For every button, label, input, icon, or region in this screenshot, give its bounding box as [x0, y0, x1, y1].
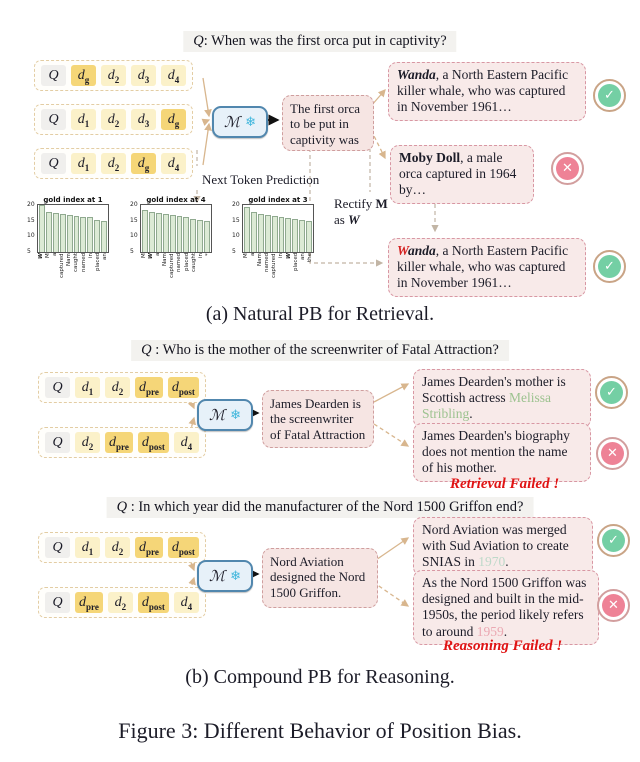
x-axis-tick: a [250, 253, 257, 257]
document-token: $d_3$ [131, 109, 156, 130]
text-segment: Q [116, 499, 128, 515]
x-axis-tick: caught [73, 253, 80, 273]
bar-chart-gold-index-4 [127, 196, 223, 299]
query-token: Q [41, 153, 66, 174]
document-token: $d_g$ [161, 109, 186, 130]
answer-b1-wrong [413, 423, 591, 482]
document-token: $d_{pre}$ [135, 377, 163, 398]
answer-a-wrong [390, 145, 534, 204]
bar [53, 213, 59, 252]
y-axis-tick: 10 [130, 232, 138, 240]
x-axis-tick: named [80, 253, 87, 273]
bar [204, 221, 210, 252]
question-b1 [131, 340, 509, 361]
query-token: Q [45, 377, 70, 398]
bar [251, 212, 257, 252]
x-axis-tick: Nam [162, 253, 169, 266]
llm-model-box [197, 560, 253, 592]
next-token-prediction-label: Next Token Prediction [202, 172, 320, 187]
text-segment: James Dearden's biography does not mention the name of his mother. [422, 428, 570, 476]
x-axis-tick: W [148, 253, 155, 260]
y-axis-tick: 15 [130, 216, 138, 224]
document-token: $d_4$ [174, 432, 199, 453]
subcaption-b: (b) Compound PB for Reasoning. [185, 666, 455, 688]
text-segment: , a North Eastern Pacific killer whale, who was captured in November 1961… [397, 67, 569, 115]
text-segment: 1970 [478, 554, 506, 570]
x-axis-tick: M [141, 253, 147, 258]
y-axis-tick: 20 [27, 201, 35, 208]
frozen-snowflake-icon: ❄ [245, 114, 256, 129]
bar [279, 217, 285, 252]
text-segment: Moby Doll [399, 150, 461, 165]
x-axis-tick: W [285, 253, 292, 260]
document-token: $d_2$ [75, 432, 100, 453]
document-token: $d_{post}$ [168, 537, 199, 558]
x-axis-tick: M [45, 253, 52, 258]
x-axis-tick: placed [183, 253, 190, 272]
model-label: ℳ [224, 114, 241, 131]
bar [80, 217, 86, 252]
bar [74, 216, 80, 252]
token-row [34, 104, 193, 135]
x-axis-tick: Nam [66, 253, 73, 266]
document-token: $d_1$ [71, 109, 96, 130]
bar [101, 221, 107, 252]
document-token: $d_{post}$ [138, 592, 169, 613]
x-axis-tick: a [52, 253, 59, 257]
query-token: Q [45, 432, 70, 453]
question-b2 [107, 497, 534, 518]
x-axis-tick: named [176, 253, 183, 273]
model-output-b2: Nord Aviation designed the Nord 1500 Griffon. [262, 548, 378, 608]
bar [244, 207, 250, 252]
x-axis-labels [242, 253, 314, 299]
bar [183, 217, 189, 252]
text-segment: Wanda [397, 67, 436, 82]
text-segment: , a male orca captured in 1964 by… [399, 150, 517, 198]
bar-chart-gold-index-3 [229, 196, 325, 299]
bar [258, 214, 264, 252]
text-segment: anda [408, 243, 436, 258]
frozen-snowflake-icon: ❄ [230, 407, 241, 422]
rectify-label [334, 196, 396, 229]
x-axis-tick: placed [292, 253, 299, 272]
bar [265, 215, 271, 252]
text-segment: . [469, 406, 473, 422]
document-token: $d_2$ [105, 377, 130, 398]
model-output-a: The first orca to be put in captivity was [282, 95, 374, 151]
x-axis-labels [140, 253, 212, 299]
document-token: $d_4$ [161, 153, 186, 174]
document-token: $d_g$ [71, 65, 96, 86]
x-axis-tick: an [299, 253, 306, 260]
token-row [34, 148, 193, 179]
bar-group [141, 205, 211, 252]
bar [163, 214, 169, 252]
bar-group [243, 205, 313, 252]
text-segment: W [397, 243, 409, 258]
token-row [38, 372, 206, 403]
document-token: $d_3$ [131, 65, 156, 86]
document-token: $d_{pre}$ [75, 592, 103, 613]
text-segment: : Who is the mother of the screenwriter of Fatal Attraction? [151, 342, 499, 358]
bar [285, 218, 291, 252]
x-axis-tick: captured [271, 253, 278, 278]
text-segment: . [505, 554, 509, 570]
x-axis-tick: M [243, 253, 249, 258]
token-row [38, 532, 206, 563]
token-row [38, 587, 206, 618]
bar [60, 214, 66, 252]
document-token: $d_{post}$ [138, 432, 169, 453]
model-label: ℳ [209, 568, 226, 585]
check-icon: ✓ [593, 79, 626, 112]
y-axis-tick: 5 [27, 248, 31, 255]
answer-b1-correct [413, 369, 591, 428]
chart-plot-area [27, 201, 109, 255]
y-axis-tick: 10 [27, 232, 35, 240]
x-axis-tick: captured [169, 253, 176, 278]
x-axis-tick: in [197, 253, 204, 259]
answer-b2-correct [413, 517, 593, 576]
chart-plot-area [232, 201, 314, 255]
document-token: $d_2$ [105, 537, 130, 558]
bar [299, 220, 305, 252]
figure-caption: Figure 3: Different Behavior of Position Bias. [118, 718, 522, 743]
bar-group [38, 205, 108, 252]
x-axis-tick: captured [59, 253, 66, 278]
model-label: ℳ [209, 407, 226, 424]
text-segment: : In which year did the manufacturer of the Nord 1500 Griffon end? [127, 499, 524, 515]
x-axis-tick: W [38, 253, 44, 260]
chart-plot-area [130, 201, 212, 255]
bar [46, 212, 52, 252]
document-token: $d_{post}$ [168, 377, 199, 398]
x-axis-tick: a [155, 253, 162, 257]
bar [272, 216, 278, 252]
x-axis-tick: Nam [257, 253, 264, 266]
model-output-b1: James Dearden is the screenwriter of Fatal Attraction [262, 390, 374, 448]
answer-b2-wrong [413, 570, 599, 645]
bar [292, 219, 298, 252]
retrieval-failed-label: Retrieval Failed ! [450, 476, 560, 492]
document-token: $d_{pre}$ [105, 432, 133, 453]
llm-model-box [212, 106, 268, 138]
token-row [38, 427, 206, 458]
document-token: $d_{pre}$ [135, 537, 163, 558]
bar [197, 220, 203, 252]
chart-title: gold index at 4 [146, 196, 206, 204]
text-segment: : When was the first orca put in captivity? [203, 33, 447, 49]
bar [190, 219, 196, 252]
y-axis-tick: 10 [232, 232, 240, 240]
document-token: $d_1$ [71, 153, 96, 174]
answer-a-rectified [388, 238, 586, 297]
y-axis-tick: 15 [27, 216, 35, 224]
text-segment: as [334, 212, 349, 228]
x-axis-tick: caught [190, 253, 197, 273]
bar [170, 215, 176, 252]
bar [39, 205, 45, 252]
token-row [34, 60, 193, 91]
text-segment: M [375, 196, 388, 211]
y-axis-tick: 20 [130, 201, 138, 208]
subcaption-a: (a) Natural PB for Retrieval. [205, 303, 435, 325]
query-token: Q [45, 592, 70, 613]
document-token: $d_g$ [131, 153, 156, 174]
text-segment: , a North Eastern Pacific killer whale, who was captured in November 1961… [397, 243, 569, 291]
answer-a-correct [388, 62, 586, 121]
text-segment: W [348, 212, 360, 228]
bar [142, 210, 148, 252]
document-token: $d_1$ [75, 377, 100, 398]
y-axis-tick: 15 [232, 216, 240, 224]
document-token: $d_2$ [101, 109, 126, 130]
query-token: Q [41, 65, 66, 86]
y-axis-tick: 5 [232, 248, 236, 255]
bar [156, 213, 162, 252]
bar [177, 216, 183, 252]
text-segment: . [503, 623, 508, 639]
document-token: $d_2$ [101, 153, 126, 174]
x-axis-tick: the [306, 253, 313, 263]
bar-chart-gold-index-1 [24, 196, 120, 299]
x-axis-tick: * [204, 253, 211, 256]
bar [87, 217, 93, 252]
bar [306, 221, 312, 252]
document-token: $d_2$ [108, 592, 133, 613]
x-axis-tick: in [278, 253, 285, 259]
llm-model-box [197, 399, 253, 431]
document-token: $d_2$ [101, 65, 126, 86]
text-segment: Nord Aviation was merged with Sud Aviation to create SNIAS in [422, 522, 569, 570]
text-segment: Rectify [334, 196, 376, 211]
cross-icon: ✕ [597, 589, 630, 622]
document-token: $d_1$ [75, 537, 100, 558]
x-axis-tick: named [264, 253, 271, 273]
cross-icon: ✕ [551, 152, 584, 185]
document-token: $d_4$ [161, 65, 186, 86]
text-segment: As the Nord 1500 Griffon was designed and built in the mid-1950s, the period likely refers to around [422, 575, 587, 639]
bar [94, 220, 100, 252]
frozen-snowflake-icon: ❄ [230, 568, 241, 583]
check-icon: ✓ [593, 250, 626, 283]
x-axis-tick: an [101, 253, 108, 260]
text-segment: Q [193, 33, 204, 49]
x-axis-tick: in [87, 253, 94, 259]
text-segment: 1959 [476, 623, 504, 639]
text-segment: Melissa Stribling [422, 390, 551, 422]
bar [67, 215, 73, 252]
check-icon: ✓ [597, 524, 630, 557]
reasoning-failed-label: Reasoning Failed ! [443, 638, 563, 654]
bar [149, 212, 155, 252]
question-a [183, 31, 456, 52]
y-axis-tick: 20 [232, 201, 240, 208]
x-axis-labels [37, 253, 109, 299]
query-token: Q [41, 109, 66, 130]
text-segment: Q [141, 342, 152, 358]
chart-title: gold index at 1 [43, 196, 103, 204]
document-token: $d_4$ [174, 592, 199, 613]
cross-icon: ✕ [596, 437, 629, 470]
x-axis-tick: placed [94, 253, 101, 272]
y-axis-tick: 5 [130, 248, 134, 255]
text-segment: James Dearden's mother is Scottish actress [422, 374, 566, 406]
check-icon: ✓ [595, 376, 628, 409]
query-token: Q [45, 537, 70, 558]
chart-title: gold index at 3 [248, 196, 308, 204]
